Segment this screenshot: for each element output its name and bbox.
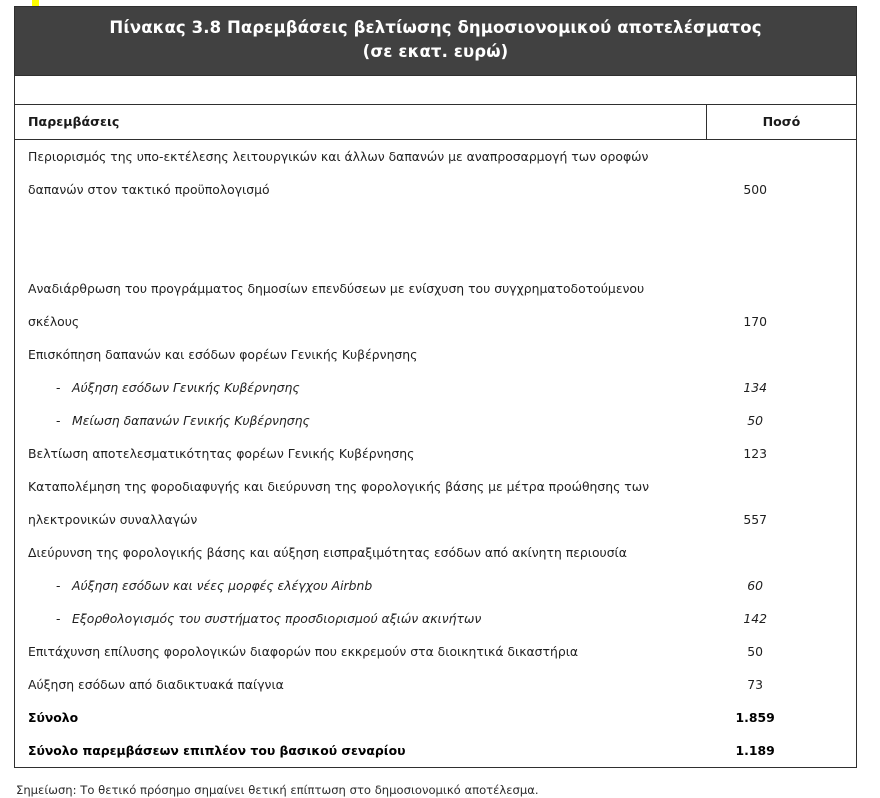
table-row [15,338,857,371]
row-description: Βελτίωση αποτελεσματικότητας φορέων Γενικής Κυβέρνησης [28,445,415,461]
table-note: Σημείωση: Το θετικό πρόσημο σημαίνει θετική επίπτωση στο δημοσιονομικό αποτέλεσμα. [16,782,539,797]
row-amount: 60 [747,577,764,593]
row-description: Διεύρυνση της φορολογικής βάσης και αύξηση εισπραξιμότητας εσόδων από ακίνητη περιουσία [28,544,627,560]
table-spacer-cell-right [706,75,856,104]
row-description-text: Μείωση δαπανών Γενικής Κυβέρνησης [72,412,310,428]
table-row [15,536,857,569]
row-description [15,371,707,404]
table-gap-row [15,206,857,239]
table-total-row [15,701,857,734]
row-description-text: Αύξηση εσόδων και νέες μορφές ελέγχου Airbnb [72,577,373,593]
table-row [15,437,857,470]
table-total-row [15,734,857,768]
column-header-amount: Ποσό [706,104,856,139]
table-row [15,139,857,173]
document-page [14,6,857,798]
row-amount: 50 [747,643,764,659]
row-description-text: Εξορθολογισμός του συστήματος προσδιορισμού αξιών ακινήτων [72,610,482,626]
row-description: ηλεκτρονικών συναλλαγών [28,511,198,527]
row-amount: 134 [743,379,767,395]
row-description [15,569,707,602]
table-row [15,272,857,305]
table-title-band [15,7,857,76]
column-header-description: Παρεμβάσεις [15,104,707,139]
row-description: σκέλους [28,313,80,329]
row-description: Επισκόπηση δαπανών και εσόδων φορέων Γενικής Κυβέρνησης [28,346,418,362]
gap-cell-description [15,206,707,239]
row-amount: 1.859 [735,709,775,725]
bullet-dash-icon: - [56,412,61,428]
row-amount: 557 [743,511,767,527]
gap-cell-description [15,239,707,272]
row-amount [706,139,856,173]
table-title-line-1: Πίνακας 3.8 Παρεμβάσεις βελτίωσης δημοσιονομικού αποτελέσματος [109,18,762,37]
table-row [15,635,857,668]
gap-cell-amount [706,239,856,272]
table-header-row [15,104,857,139]
row-description: Αναδιάρθρωση του προγράμματος δημοσίων επενδύσεων με ενίσχυση του συγχρηματοδοτούμενου [28,280,645,296]
row-description-text: Αύξηση εσόδων Γενικής Κυβέρνησης [72,379,300,395]
row-amount [706,470,856,503]
bullet-dash-icon: - [56,610,61,626]
row-amount [706,536,856,569]
row-description: δαπανών στον τακτικό προϋπολογισμό [28,181,270,197]
table-title-line-2: (σε εκατ. ευρώ) [362,41,509,61]
table-spacer-row [15,75,857,104]
row-amount: 142 [743,610,767,626]
table-spacer-cell-left [15,75,707,104]
row-amount: 123 [743,445,767,461]
row-amount: 73 [747,676,764,692]
row-description: Επιτάχυνση επίλυσης φορολογικών διαφορών που εκκρεμούν στα διοικητικά δικαστήρια [28,643,579,659]
table-subitem-row [15,569,857,602]
table-subitem-row [15,404,857,437]
table-row [15,305,857,338]
fiscal-interventions-table [14,6,857,768]
row-amount: 500 [743,181,767,197]
row-description: Σύνολο παρεμβάσεων επιπλέον του βασικού σεναρίου [28,742,406,758]
row-description [15,404,707,437]
table-subitem-row [15,602,857,635]
row-description [15,602,707,635]
row-amount: 1.189 [735,742,775,758]
row-amount: 50 [747,412,764,428]
row-description: Αύξηση εσόδων από διαδικτυακά παίγνια [28,676,284,692]
table-row [15,470,857,503]
row-amount [706,272,856,305]
table-row [15,503,857,536]
row-amount [706,338,856,371]
table-row [15,173,857,206]
table-row [15,668,857,701]
table-title [15,7,857,76]
row-description: Καταπολέμηση της φοροδιαφυγής και διεύρυνση της φορολογικής βάσης με μέτρα προώθησης των [28,478,650,494]
table-subitem-row [15,371,857,404]
bullet-dash-icon: - [56,379,61,395]
row-description: Περιορισμός της υπο-εκτέλεσης λειτουργικών και άλλων δαπανών με αναπροσαρμογή των οροφών [28,148,649,164]
table-gap-row [15,239,857,272]
row-amount: 170 [743,313,767,329]
row-description: Σύνολο [28,709,79,725]
gap-cell-amount [706,206,856,239]
bullet-dash-icon: - [56,577,61,593]
